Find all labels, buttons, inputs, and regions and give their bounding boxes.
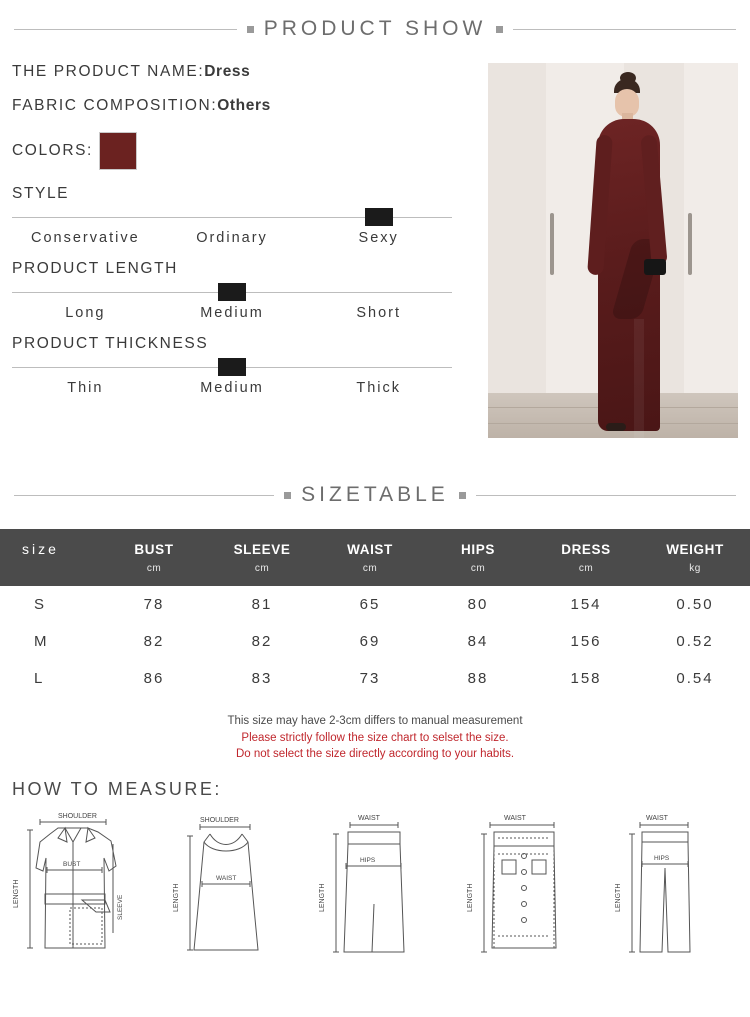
cell-weight: 0.50 bbox=[676, 596, 714, 613]
colors-row bbox=[12, 131, 452, 171]
cell-hips: 88 bbox=[467, 670, 489, 687]
cell-bust: 86 bbox=[143, 670, 165, 687]
attribute-style-options bbox=[12, 230, 452, 246]
photo-wardrobe-panel-4 bbox=[684, 63, 738, 393]
photo-dress-fold-2 bbox=[634, 319, 644, 438]
attribute-length-option-2: Short bbox=[356, 305, 402, 321]
photo-model bbox=[584, 79, 672, 431]
size-note-1: This size may have 2-3cm differs to manual measurement bbox=[227, 715, 523, 727]
sizetable-header bbox=[0, 483, 750, 507]
photo-wardrobe-panel-1 bbox=[488, 63, 547, 393]
product-show-header bbox=[0, 17, 750, 41]
unit-dress: cm bbox=[532, 559, 640, 586]
attribute-style-title: STYLE bbox=[12, 185, 70, 202]
cell-weight: 0.54 bbox=[676, 670, 714, 687]
attribute-length-title: PRODUCT LENGTH bbox=[12, 260, 178, 277]
cell-dress: 158 bbox=[570, 670, 602, 687]
attribute-style-marker bbox=[365, 208, 393, 226]
unit-bust: cm bbox=[100, 559, 208, 586]
attribute-length-option-0: Long bbox=[65, 305, 106, 321]
header-square-left bbox=[247, 26, 254, 33]
figure-pants-label-hips: HIPS bbox=[654, 855, 670, 863]
attribute-length-bar bbox=[12, 283, 452, 301]
cell-waist: 65 bbox=[359, 596, 381, 613]
figure-skirt-label-length: LENGTH bbox=[319, 883, 326, 913]
attribute-thickness-marker bbox=[218, 358, 246, 376]
column-header-dress: DRESS bbox=[532, 529, 640, 559]
product-photo bbox=[488, 63, 738, 438]
figure-dress bbox=[158, 808, 296, 958]
sizetable-square-left bbox=[284, 492, 291, 499]
attribute-thickness-options bbox=[12, 380, 452, 396]
column-header-size: size bbox=[0, 529, 100, 559]
header-square-right bbox=[496, 26, 503, 33]
attribute-thickness-title: PRODUCT THICKNESS bbox=[12, 335, 209, 352]
unit-hips: cm bbox=[424, 559, 532, 586]
product-name-label: THE PRODUCT NAME: bbox=[12, 63, 205, 80]
sizetable-rule-right bbox=[476, 495, 736, 496]
attribute-thickness bbox=[12, 335, 452, 396]
figure-denim-label-waist: WAIST bbox=[504, 815, 526, 823]
color-swatch[interactable] bbox=[99, 132, 137, 170]
sizetable-title: SIZETABLE bbox=[301, 483, 449, 506]
fabric-value: Others bbox=[217, 97, 271, 114]
column-header-weight: WEIGHT bbox=[640, 529, 750, 559]
size-notes bbox=[0, 713, 750, 763]
attribute-style-option-0: Conservative bbox=[31, 230, 140, 246]
figure-shirt-label-length: LENGTH bbox=[13, 879, 20, 909]
cell-size: L bbox=[34, 670, 44, 687]
figure-pants-label-waist: WAIST bbox=[646, 815, 668, 823]
column-header-sleeve: SLEEVE bbox=[208, 529, 316, 559]
column-header-bust: BUST bbox=[100, 529, 208, 559]
photo-wardrobe-handle-1 bbox=[550, 213, 554, 275]
howto-title: HOW TO MEASURE: bbox=[12, 779, 222, 800]
cell-hips: 80 bbox=[467, 596, 489, 613]
unit-sleeve: cm bbox=[208, 559, 316, 586]
cell-hips: 84 bbox=[467, 633, 489, 650]
attribute-length-option-1: Medium bbox=[200, 305, 264, 321]
figure-skirt-label-hips: HIPS bbox=[360, 857, 376, 865]
attribute-thickness-option-0: Thin bbox=[67, 380, 104, 396]
product-attributes bbox=[12, 63, 452, 396]
cell-bust: 82 bbox=[143, 633, 165, 650]
sizetable-square-right bbox=[459, 492, 466, 499]
cell-size: M bbox=[34, 633, 48, 650]
product-name-value: Dress bbox=[204, 63, 251, 80]
cell-dress: 154 bbox=[570, 596, 602, 613]
unit-waist: cm bbox=[316, 559, 424, 586]
attribute-length bbox=[12, 260, 452, 321]
photo-wardrobe-handle-2 bbox=[688, 213, 692, 275]
fabric-label: FABRIC COMPOSITION: bbox=[12, 97, 218, 114]
figure-dress-label-shoulder: SHOULDER bbox=[200, 817, 239, 825]
attribute-style-bar bbox=[12, 208, 452, 226]
colors-label: COLORS: bbox=[12, 142, 93, 159]
cell-weight: 0.52 bbox=[676, 633, 714, 650]
table-row bbox=[0, 623, 750, 660]
photo-model-shoe bbox=[606, 423, 626, 431]
cell-bust: 78 bbox=[143, 596, 165, 613]
figure-skirt bbox=[306, 808, 444, 958]
photo-model-clutch bbox=[644, 259, 666, 275]
attribute-length-marker bbox=[218, 283, 246, 301]
figure-shirt bbox=[10, 808, 148, 958]
figure-skirt-label-waist: WAIST bbox=[358, 815, 380, 823]
figure-denim-skirt bbox=[454, 808, 592, 958]
unit-weight: kg bbox=[640, 559, 750, 586]
column-header-hips: HIPS bbox=[424, 529, 532, 559]
cell-waist: 73 bbox=[359, 670, 381, 687]
figure-dress-label-length: LENGTH bbox=[173, 883, 180, 913]
attribute-style bbox=[12, 185, 452, 246]
figure-dress-label-waist: WAIST bbox=[216, 875, 237, 883]
header-rule-left bbox=[14, 29, 237, 30]
fabric-row bbox=[12, 97, 452, 115]
figure-denim-label-length: LENGTH bbox=[467, 883, 474, 913]
cell-sleeve: 83 bbox=[251, 670, 273, 687]
unit-size bbox=[0, 559, 100, 586]
page-title: PRODUCT SHOW bbox=[263, 17, 487, 40]
product-info-section bbox=[0, 63, 750, 463]
cell-dress: 156 bbox=[570, 633, 602, 650]
figure-shirt-label-shoulder: SHOULDER bbox=[58, 813, 97, 821]
table-units-row bbox=[0, 559, 750, 586]
attribute-thickness-option-1: Medium bbox=[200, 380, 264, 396]
column-header-waist: WAIST bbox=[316, 529, 424, 559]
attribute-style-option-2: Sexy bbox=[358, 230, 399, 246]
attribute-thickness-bar bbox=[12, 358, 452, 376]
attribute-length-options bbox=[12, 305, 452, 321]
cell-waist: 69 bbox=[359, 633, 381, 650]
product-name-row bbox=[12, 63, 452, 81]
table-header-row bbox=[0, 529, 750, 559]
size-table bbox=[0, 529, 750, 697]
table-row bbox=[0, 586, 750, 623]
product-photo-illustration bbox=[488, 63, 738, 438]
figure-shirt-label-bust: BUST bbox=[63, 861, 81, 869]
table-row bbox=[0, 660, 750, 697]
size-note-2: Please strictly follow the size chart to selset the size. bbox=[241, 731, 509, 744]
cell-sleeve: 81 bbox=[251, 596, 273, 613]
size-note-3: Do not select the size directly according to your habits. bbox=[235, 748, 515, 761]
measure-figures bbox=[0, 800, 750, 958]
figure-shirt-label-sleeve: SLEEVE bbox=[117, 894, 124, 921]
header-rule-right bbox=[513, 29, 736, 30]
figure-pants bbox=[602, 808, 740, 958]
sizetable-rule-left bbox=[14, 495, 274, 496]
attribute-style-option-1: Ordinary bbox=[196, 230, 268, 246]
attribute-thickness-option-2: Thick bbox=[356, 380, 401, 396]
cell-size: S bbox=[34, 596, 46, 613]
figure-pants-label-length: LENGTH bbox=[615, 883, 622, 913]
cell-sleeve: 82 bbox=[251, 633, 273, 650]
